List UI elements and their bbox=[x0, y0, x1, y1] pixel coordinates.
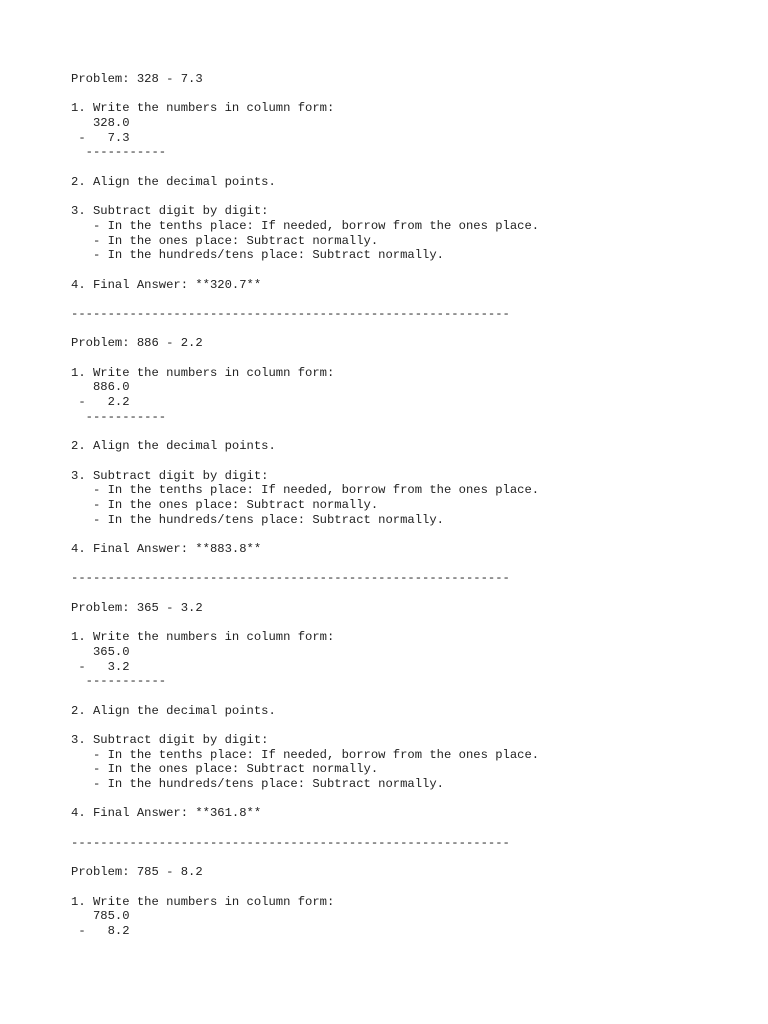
step-bullet: - 7.3 bbox=[71, 130, 130, 145]
blank-line bbox=[71, 689, 751, 704]
blank-line bbox=[71, 425, 751, 440]
step-line: 3. Subtract digit by digit: bbox=[71, 468, 269, 483]
step-bullet: - 2.2 bbox=[71, 395, 130, 410]
final-answer-line: 4. Final Answer: **883.8** bbox=[71, 542, 262, 556]
problem-heading: Problem: 785 - 8.2 bbox=[71, 865, 203, 880]
step-bullet: - In the tenths place: If needed, borrow from the ones place. bbox=[71, 483, 540, 498]
step-line: 2. Align the decimal points. bbox=[71, 174, 276, 189]
step-line: 2. Align the decimal points. bbox=[71, 439, 276, 454]
step-bullet: - In the hundreds/tens place: Subtract normally. bbox=[71, 248, 444, 263]
text-line: 886.0 bbox=[71, 380, 130, 395]
step-bullet: - In the ones place: Subtract normally. bbox=[71, 762, 379, 777]
step-line: 3. Subtract digit by digit: bbox=[71, 204, 269, 219]
blank-line bbox=[71, 190, 751, 205]
step-bullet: - In the ones place: Subtract normally. bbox=[71, 233, 379, 248]
step-line: 1. Write the numbers in column form: bbox=[71, 365, 335, 380]
blank-line bbox=[71, 850, 751, 865]
blank-line bbox=[71, 87, 751, 102]
blank-line bbox=[71, 586, 751, 601]
blank-line bbox=[71, 821, 751, 836]
step-line: 1. Write the numbers in column form: bbox=[71, 894, 335, 909]
blank-line bbox=[71, 792, 751, 807]
blank-line bbox=[71, 718, 751, 733]
document-page bbox=[71, 72, 751, 939]
step-bullet: - 3.2 bbox=[71, 659, 130, 674]
step-bullet: - In the hundreds/tens place: Subtract normally. bbox=[71, 512, 444, 527]
blank-line bbox=[71, 557, 751, 572]
blank-line bbox=[71, 527, 751, 542]
blank-line bbox=[71, 263, 751, 278]
step-line: 1. Write the numbers in column form: bbox=[71, 630, 335, 645]
section-divider: ------------------------------------------------------------ bbox=[71, 307, 510, 321]
text-line: 365.0 bbox=[71, 644, 130, 659]
text-line: 785.0 bbox=[71, 909, 130, 924]
column-rule: ----------- bbox=[71, 145, 167, 160]
step-bullet: - In the hundreds/tens place: Subtract normally. bbox=[71, 777, 444, 791]
step-line: 1. Write the numbers in column form: bbox=[71, 101, 335, 116]
step-bullet: - In the tenths place: If needed, borrow from the ones place. bbox=[71, 747, 540, 762]
final-answer-line: 4. Final Answer: **361.8** bbox=[71, 806, 262, 821]
final-answer-line: 4. Final Answer: **320.7** bbox=[71, 277, 262, 292]
column-rule: ----------- bbox=[71, 674, 167, 689]
blank-line bbox=[71, 454, 751, 469]
problem-heading: Problem: 886 - 2.2 bbox=[71, 336, 203, 351]
blank-line bbox=[71, 292, 751, 307]
step-line: 3. Subtract digit by digit: bbox=[71, 732, 269, 747]
blank-line bbox=[71, 351, 751, 366]
blank-line bbox=[71, 160, 751, 175]
blank-line bbox=[71, 322, 751, 337]
text-line: 328.0 bbox=[71, 116, 130, 131]
problem-heading: Problem: 328 - 7.3 bbox=[71, 72, 203, 86]
step-bullet: - 8.2 bbox=[71, 923, 130, 938]
blank-line bbox=[71, 615, 751, 630]
step-bullet: - In the tenths place: If needed, borrow from the ones place. bbox=[71, 218, 540, 233]
blank-line bbox=[71, 880, 751, 895]
problem-heading: Problem: 365 - 3.2 bbox=[71, 600, 203, 615]
step-line: 2. Align the decimal points. bbox=[71, 703, 276, 718]
step-bullet: - In the ones place: Subtract normally. bbox=[71, 497, 379, 512]
section-divider: ------------------------------------------------------------ bbox=[71, 571, 510, 586]
section-divider: ------------------------------------------------------------ bbox=[71, 835, 510, 850]
column-rule: ----------- bbox=[71, 409, 167, 424]
